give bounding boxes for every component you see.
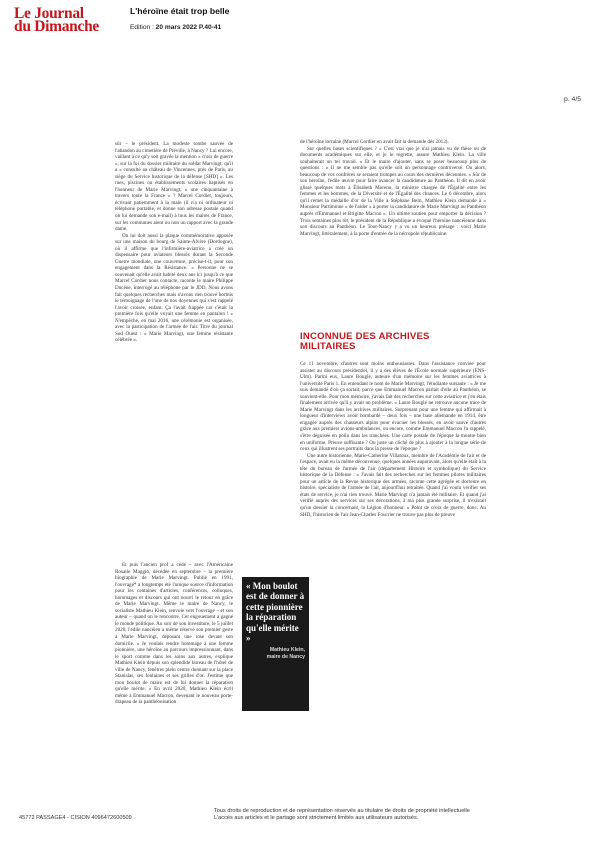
edition-value: 20 mars 2022 P.40-41 <box>155 24 222 31</box>
newspaper-logo <box>14 7 110 33</box>
column-1 <box>115 141 233 561</box>
page-number: p. 4/5 <box>563 96 581 103</box>
quote-author-name: Mathieu Klein, <box>269 647 305 654</box>
paragraph: sûr – le président. La modeste tombe sauvée de l'abandon au cimetière de Préville, à Nancy ? Lui encore, vaillant à ce qu'y soit gravée la mention « croix de guerre », sur la foi du dossier militaire du soldat Marvingt, qu'il a « consulté au château de Vincennes, près de Paris, au siège du Service historique de la défense [SHD] ». Les rues, piscines ou établissements scolaires baptisés en l'honneur de Marie Marvingt, « une cinquantaine à travers toute la France » ? Marcel Cordier, toujours, écrivant patiemment à la main (il n'a ni ordinateur ni téléphone portable, et donne son adresse postale quand on lui demande son e-mail) à tous les maires de France, sur les communes aient ou non un rapport avec la grande dame. <box>115 141 233 233</box>
section-heading: INCONNUE DES ARCHIVES MILITAIRES <box>300 331 430 352</box>
column-1-bottom <box>115 562 233 742</box>
logo-line-2: du Dimanche <box>14 18 99 35</box>
logo-line-1: Le Journal <box>14 5 84 22</box>
pull-quote-box <box>242 577 309 711</box>
footer-reference: 45772 PASSAGE4 - CISION 4096472600509 <box>19 815 132 821</box>
paragraph: Sur quelles bases scientifiques ? « C'est vrai que je n'ai jamais vu de thèse ou de documents académiques sur elle, et je le regrette, assure Mathieu Klein. La ville souhaiterait un tel travail. » Et le maire d'ajouter, sans se poser beaucoup plus de questions : « Il ne me semble pas qu'elle soit un personnage controversé. Ou alors, beaucoup de vos confrères se seraient trompés au cours des dernières décennies. » Sûr de son héroïne, l'édile œuvre pour faire avancer la candidature au Panthéon. Il dit en avoir glissé quelques mots à Élisabeth Moreno, la ministre chargée de l'Égalité entre les femmes et les hommes, de la Diversité et de l'Égalité des chances. Le 6 décembre, alors qu'il remet la médaille d'or de la Ville à Stéphane Bern, Mathieu Klein demande à « Monsieur Patrimoine » de l'aider « à porter la candidature de Marie Marvingt au Panthéon auprès d'Emmanuel et Brigitte Macron ». Un ultime soutien pour emporter la décision ? Trois semaines plus tôt, le président de la République a évoqué l'héroïne nancéienne dans son discours au Panthéon. Le Tout-Nancy y a vu un heureux présage : voici Marie Marvingt, littéralement, à la porte d'entrée de la nécropole républicaine. <box>300 145 486 237</box>
paragraph: Et puis l'ancien prof a cédé – avec l'Américaine Rosalie Maggio, décédée en septembre – la première biographie de Marie Marvingt. Publié en 1991, l'ouvrage* a longtemps été l'unique source d'information pour les centaines d'articles, conférences, colloques, hommages et discours qui ont nourri le retour en grâce de Marie Marvingt. Même le maire de Nancy, le socialiste Mathieu Klein, renvoie vers l'ouvrage – et son auteur – quand on le rencontre. Cet engouement a gagné le monde politique. Au soir de son investiture, le 5 juillet 2020, l'édile nancéien a même réservé son premier geste à Marie Marvingt, déposant une rose devant son domicile. « Je voulais rendre hommage à une femme pionnière, une héroïne au parcours impressionnant, dans le sport comme dans les soins aux autres, explique Mathieu Klein depuis son splendide bureau de l'hôtel de ville de Nancy, fenêtres plein centre donnant sur la place Stanislas, ses fontaines et ses grilles d'or. J'estime que mon boulot de maire est de lui donner la réparation qu'elle mérite. » En avril 2020, Mathieu Klein écrit même à Emmanuel Macron, devenant le nouveau porte-drapeau de la panthéonisation <box>115 562 233 706</box>
copyright-line-1: Tous droits de reproduction et de représentation réservés au titulaire de droits de propriété intellectuelle <box>214 808 470 814</box>
article-body <box>115 139 497 744</box>
edition-label: Edition : <box>130 24 156 31</box>
paragraph: On lui doit aussi la plaque commémorative apposée sur une maison du bourg de Sainte-Alvère (Dordogne), où il affirme que l'infirmière-aviatrice a créé un dispensaire pour aviateurs blessés durant la Seconde Guerre mondiale, une couverture, précise-t-il, pour son engagement dans la Résistance. « Personne ne se souvenait qu'elle avait habité deux ans ici jusqu'à ce que Marcel Cordier nous contacte, raconte le maire Philippe Ducène, interrogé au téléphone par le JDD. Nous avons fait quelques recherches mais n'avons rien trouvé hormis le témoignage de l'une de nos doyennes qui s'est rappelé l'avoir croisée, enfant. Ça l'avait frappée car c'était la première fois qu'elle voyait une femme en pantalon ! » N'empêche, en mai 2016, une cérémonie est organisée, avec la participation de l'armée de l'air. Titre du journal Sud Ouest : « Marie Marvingt, une femme résistante célébrée ». <box>115 232 233 344</box>
quote-author-role: maire de Nancy <box>266 653 305 660</box>
paragraph: Ce 11 novembre, d'autres sont moins enthousiastes. Dans l'assistance conviée pour assister au discours présidentiel, il y a des élèves de l'École normale supérieure (ENS-Ulm). Parmi eux, Laure Bouglé, auteure d'un mémoire sur les femmes aviatrices à l'université Paris 1. En entendant le nom de Marie Marvingt, l'étudiante sursaute : « Je me suis demandé d'où ça sortait, parce que Emmanuel Macron parlait d'elle au Panthéon, se souvient-elle. Pour mon mémoire, j'avais fait des recherches sur cette aviatrice et j'en étais finalement arrivée qu'il y avait un problème. » Laure Bouglé ne retrouve aucune trace de Marie Marvingt dans les archives militaires. Surprenant pour une femme qui affirmait à longueur d'interviews avoir bombardé – deux fois – une base allemande en 1914, être engagée auprès des chasseurs alpins pour évacuer les blessés, en avoir sauvé d'autres grâce aux premiers avions-ambulances, ou encore, comme Emmanuel Macron l'a rappelé, s'être déguisée en poilu dans les tranchées. Une carte postale de l'époque la montre bien en uniforme. Preuve suffisante ? Ou juste un cliché de plus à ajouter à la longue série de ceux qui illustrent ses portraits dans la presse de l'époque ? <box>300 361 486 453</box>
column-3-top <box>300 139 486 345</box>
edition-info <box>130 24 221 31</box>
paragraph: Une autre historienne, Marie-Catherine Villatoux, membre de l'Académie de l'air et de l'espace, avait eu la même déconvenue, quelques années auparavant, alors qu'elle était à la tête du bureau de l'armée de l'air (département Histoire et symbolique) du Service historique de la Défense : « J'avais fait des recherches sur les femmes pilotes militaires pour un article de la Revue historique des armées, raconte cette agrégée et docteure en histoire, spécialiste de l'armée de l'air, aujourd'hui retraitée. Quand j'ai voulu vérifier ses états de service, je n'ai rien trouvé. Marie Marvingt n'a jamais été militaire. Et quand j'ai vérifié auprès des services sur ses décorations, à ma plus grande surprise, il n'existait qu'un dossier la concernant, la Légion d'honneur. » Point de croix de guerre, donc. Au SHD, l'historien de l'air Jean-Charles Foucrier ne trouve pas plus de preuve <box>300 452 486 518</box>
quote-author <box>246 647 305 659</box>
copyright-line-2: L'accès aux articles et le partage sont strictement limités aux utilisateurs autorisés. <box>214 815 419 822</box>
paragraph: de l'héroïne lorraine (Marcel Cordier en avait fait la demande dès 2013). <box>300 139 449 145</box>
article-title: L'héroïne était trop belle <box>130 6 230 16</box>
column-3-bottom <box>300 361 486 761</box>
pull-quote: « Mon boulot est de donner à cette pionnière la réparation qu'elle mérite » <box>246 581 305 644</box>
footer-copyright <box>214 808 470 823</box>
